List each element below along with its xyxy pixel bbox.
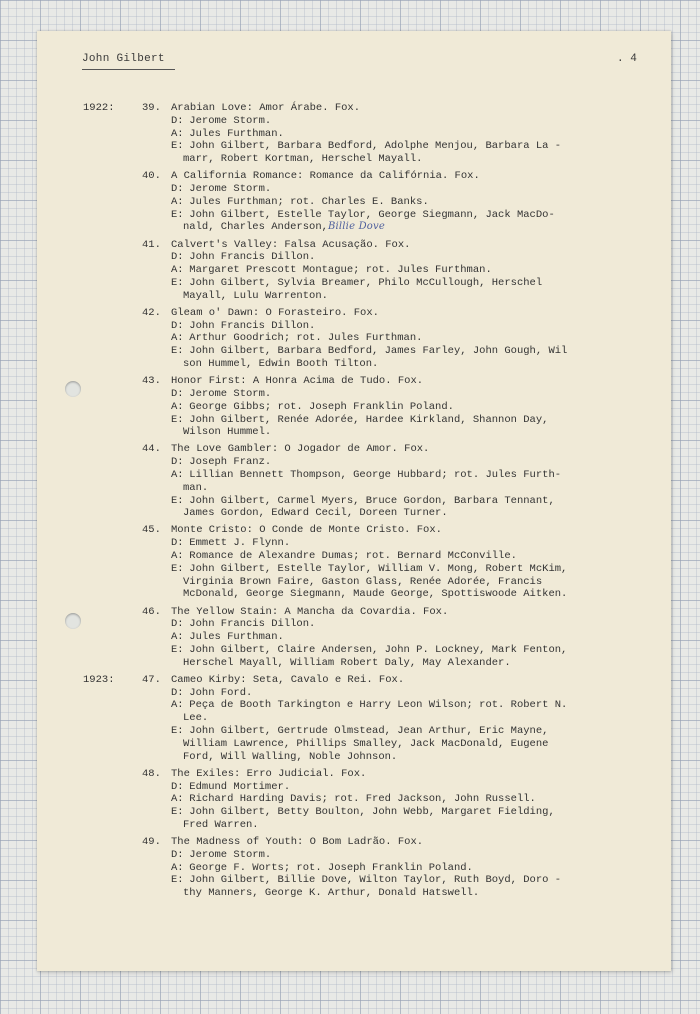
credit-label: A: [171, 699, 184, 712]
author-line [171, 196, 671, 209]
handwritten-annotation: Billie Dove [327, 221, 385, 233]
credit-label: A: [171, 469, 184, 481]
film-entry [37, 307, 671, 371]
cast-line [171, 806, 671, 819]
credit-label: A: [171, 793, 184, 806]
film-entry [37, 239, 671, 303]
cast-line [171, 345, 671, 358]
credit-text: John Gilbert, Billie Dove, Wilton Taylor, Ruth Boyd, Doro - [183, 874, 562, 887]
credit-label: D: [171, 319, 184, 332]
credit-text: John Gilbert, Betty Boulton, John Webb, Margaret Fielding, [183, 806, 555, 819]
film-title: The Love Gambler: O Jogador de Amor. Fox. [171, 443, 430, 456]
author-line [171, 793, 671, 806]
document-page [37, 31, 671, 971]
header-author-name: John Gilbert [82, 53, 165, 65]
author-line [171, 699, 671, 712]
credit-label: E: [171, 494, 184, 507]
cast-line-cont: thy Manners, George K. Arthur, Donald Hatswell. [183, 887, 480, 900]
cast-line [171, 209, 671, 222]
cast-line [171, 495, 671, 508]
author-line-cont: Lee. [183, 712, 209, 725]
credit-text: Jerome Storm. [183, 114, 272, 127]
credit-text: Lillian Bennett Thompson, George Hubbard; rot. Jules Furth- [183, 469, 562, 481]
credit-text: John Ford. [183, 686, 253, 699]
author-line [171, 332, 671, 345]
credit-text: John Francis Dillon. [183, 251, 316, 264]
film-entry [37, 768, 671, 832]
film-title: The Yellow Stain: A Mancha da Covardia. Fox. [171, 605, 449, 618]
director-line [171, 183, 671, 196]
director-line [171, 320, 671, 333]
cast-line-cont: James Gordon, Edward Cecil, Doreen Turner. [183, 507, 448, 520]
director-line [171, 115, 671, 128]
entry-number: 39. [142, 102, 161, 114]
film-entry [37, 606, 671, 670]
author-line [171, 550, 671, 563]
film-entry [37, 170, 671, 234]
credit-label: D: [171, 387, 184, 400]
cast-line-cont: Mayall, Lulu Warrenton. [183, 289, 328, 302]
entry-number: 45. [142, 524, 161, 537]
credit-text: Romance de Alexandre Dumas; rot. Bernard McConville. [183, 550, 517, 563]
film-title: Monte Cristo: O Conde de Monte Cristo. Fox. [171, 524, 442, 537]
entry-number: 48. [142, 767, 161, 780]
film-entry [37, 102, 671, 166]
credit-label: E: [171, 725, 184, 738]
author-line [171, 469, 671, 482]
credit-text: Margaret Prescott Montague; rot. Jules Furthman. [183, 264, 492, 277]
credit-label: A: [171, 332, 184, 345]
author-line [171, 264, 671, 277]
credit-label: D: [171, 686, 184, 699]
credit-label: D: [171, 456, 184, 469]
filmography-list [37, 102, 671, 904]
credit-label: E: [171, 806, 184, 819]
director-line [171, 781, 671, 794]
cast-line [171, 563, 671, 576]
entry-number: 43. [142, 375, 161, 388]
credit-text: John Gilbert, Claire Andersen, John P. Lockney, Mark Fenton, [183, 643, 568, 656]
director-line [171, 537, 671, 550]
credit-label: E: [171, 276, 184, 289]
credit-text: Richard Harding Davis; rot. Fred Jackson, John Russell. [183, 793, 536, 806]
film-title: Arabian Love: Amor Árabe. Fox. [171, 102, 361, 114]
credit-label: E: [171, 140, 184, 153]
film-title: Cameo Kirby: Seta, Cavalo e Rei. Fox. [171, 673, 405, 686]
credit-text: Jerome Storm. [183, 848, 272, 861]
film-entry [37, 836, 671, 900]
credit-label: E: [171, 345, 184, 358]
film-title: The Madness of Youth: O Bom Ladrão. Fox. [171, 836, 424, 848]
film-entry [37, 375, 671, 439]
credit-label: E: [171, 413, 184, 426]
credit-text: George F. Worts; rot. Joseph Franklin Poland. [183, 861, 473, 874]
director-line [171, 251, 671, 264]
credit-label: A: [171, 550, 184, 563]
credit-label: D: [171, 251, 184, 264]
entry-number: 42. [142, 306, 161, 319]
film-title: Gleam o' Dawn: O Forasteiro. Fox. [171, 306, 379, 319]
director-line [171, 388, 671, 401]
cast-line-cont: Wilson Hummel. [183, 426, 272, 439]
film-title: Honor First: A Honra Acima de Tudo. Fox. [171, 375, 424, 388]
cast-line [171, 277, 671, 290]
entry-number: 41. [142, 238, 161, 251]
credit-label: E: [171, 208, 184, 221]
credit-text: Jerome Storm. [183, 183, 272, 196]
cast-line-cont: marr, Robert Kortman, Herschel Mayall. [183, 153, 423, 166]
credit-label: A: [171, 400, 184, 413]
credit-text: Edmund Mortimer. [183, 780, 291, 793]
entry-number: 46. [142, 605, 161, 618]
director-line [171, 687, 671, 700]
credit-text: Jerome Storm. [183, 387, 272, 400]
film-entry [37, 524, 671, 601]
cast-line [171, 644, 671, 657]
author-line [171, 631, 671, 644]
credit-text: John Gilbert, Barbara Bedford, James Farley, John Gough, Wil [183, 345, 568, 358]
entry-number: 47. [142, 673, 161, 686]
author-line [171, 862, 671, 875]
credit-label: D: [171, 780, 184, 793]
credit-label: A: [171, 631, 184, 644]
credit-text: John Gilbert, Estelle Taylor, George Siegmann, Jack MacDo- [183, 208, 555, 221]
credit-text: Jules Furthman; rot. Charles E. Banks. [183, 195, 429, 208]
cast-line [171, 140, 671, 153]
credit-text: Arthur Goodrich; rot. Jules Furthman. [183, 332, 423, 345]
cast-line [171, 414, 671, 427]
credit-text: John Francis Dillon. [183, 618, 316, 631]
credit-label: D: [171, 114, 184, 127]
author-line [171, 128, 671, 141]
cast-line-cont: William Lawrence, Phillips Smalley, Jack MacDonald, Eugene [183, 737, 549, 750]
header-underline [82, 69, 175, 70]
cast-line-cont: McDonald, George Siegmann, Maude George, Spottiswoode Aitken. [183, 588, 568, 601]
credit-text: Peça de Booth Tarkington e Harry Leon Wilson; rot. Robert N. [183, 699, 568, 712]
film-entry [37, 674, 671, 764]
credit-text: John Gilbert, Renée Adorée, Hardee Kirkland, Shannon Day, [183, 413, 549, 426]
film-entry [37, 443, 671, 520]
credit-text: John Gilbert, Gertrude Olmstead, Jean Arthur, Eric Mayne, [183, 725, 549, 738]
credit-text: John Gilbert, Barbara Bedford, Adolphe Menjou, Barbara La - [183, 140, 562, 153]
author-line [171, 401, 671, 414]
director-line [171, 456, 671, 469]
cast-line-cont: nald, Charles Anderson,Billie Dove [183, 221, 385, 234]
cast-line-cont: Herschel Mayall, William Robert Daly, May Alexander. [183, 656, 511, 669]
film-title: Calvert's Valley: Falsa Acusação. Fox. [171, 238, 411, 251]
credit-label: E: [171, 562, 184, 575]
credit-label: A: [171, 861, 184, 874]
credit-text: John Gilbert, Carmel Myers, Bruce Gordon, Barbara Tennant, [183, 494, 555, 507]
cast-line-cont: son Hummel, Edwin Booth Tilton. [183, 358, 379, 371]
credit-label: D: [171, 183, 184, 196]
cast-line [171, 874, 671, 887]
cast-line-cont: Fred Warren. [183, 818, 259, 831]
credit-label: E: [171, 874, 184, 887]
author-line-cont: man. [183, 481, 209, 494]
entry-number: 49. [142, 836, 161, 848]
credit-text: John Gilbert, Estelle Taylor, William V. Mong, Robert McKim, [183, 562, 568, 575]
credit-text: George Gibbs; rot. Joseph Franklin Poland. [183, 400, 454, 413]
page-number: . 4 [617, 53, 637, 65]
cast-line-cont: Virginia Brown Faire, Gaston Glass, Renée Adorée, Francis [183, 575, 543, 588]
credit-label: A: [171, 264, 184, 277]
credit-label: A: [171, 195, 184, 208]
cast-line-cont: Ford, Will Walling, Noble Johnson. [183, 750, 398, 763]
credit-text: Jules Furthman. [183, 127, 284, 140]
credit-text: John Francis Dillon. [183, 319, 316, 332]
cast-line [171, 725, 671, 738]
director-line [171, 618, 671, 631]
credit-text: Jules Furthman. [183, 631, 284, 644]
director-line [171, 849, 671, 862]
credit-label: A: [171, 127, 184, 140]
credit-label: D: [171, 848, 184, 861]
credit-text: Emmett J. Flynn. [183, 537, 291, 550]
entry-number: 40. [142, 170, 161, 183]
film-title: The Exiles: Erro Judicial. Fox. [171, 767, 367, 780]
entry-year: 1922: [83, 102, 115, 114]
credit-label: D: [171, 537, 184, 550]
credit-label: E: [171, 643, 184, 656]
credit-text: Joseph Franz. [183, 456, 272, 469]
entry-number: 44. [142, 443, 161, 456]
credit-label: D: [171, 618, 184, 631]
film-title: A California Romance: Romance da Califórnia. Fox. [171, 170, 480, 183]
credit-text: John Gilbert, Sylvia Breamer, Philo McCullough, Herschel [183, 276, 543, 289]
entry-year: 1923: [83, 673, 115, 686]
